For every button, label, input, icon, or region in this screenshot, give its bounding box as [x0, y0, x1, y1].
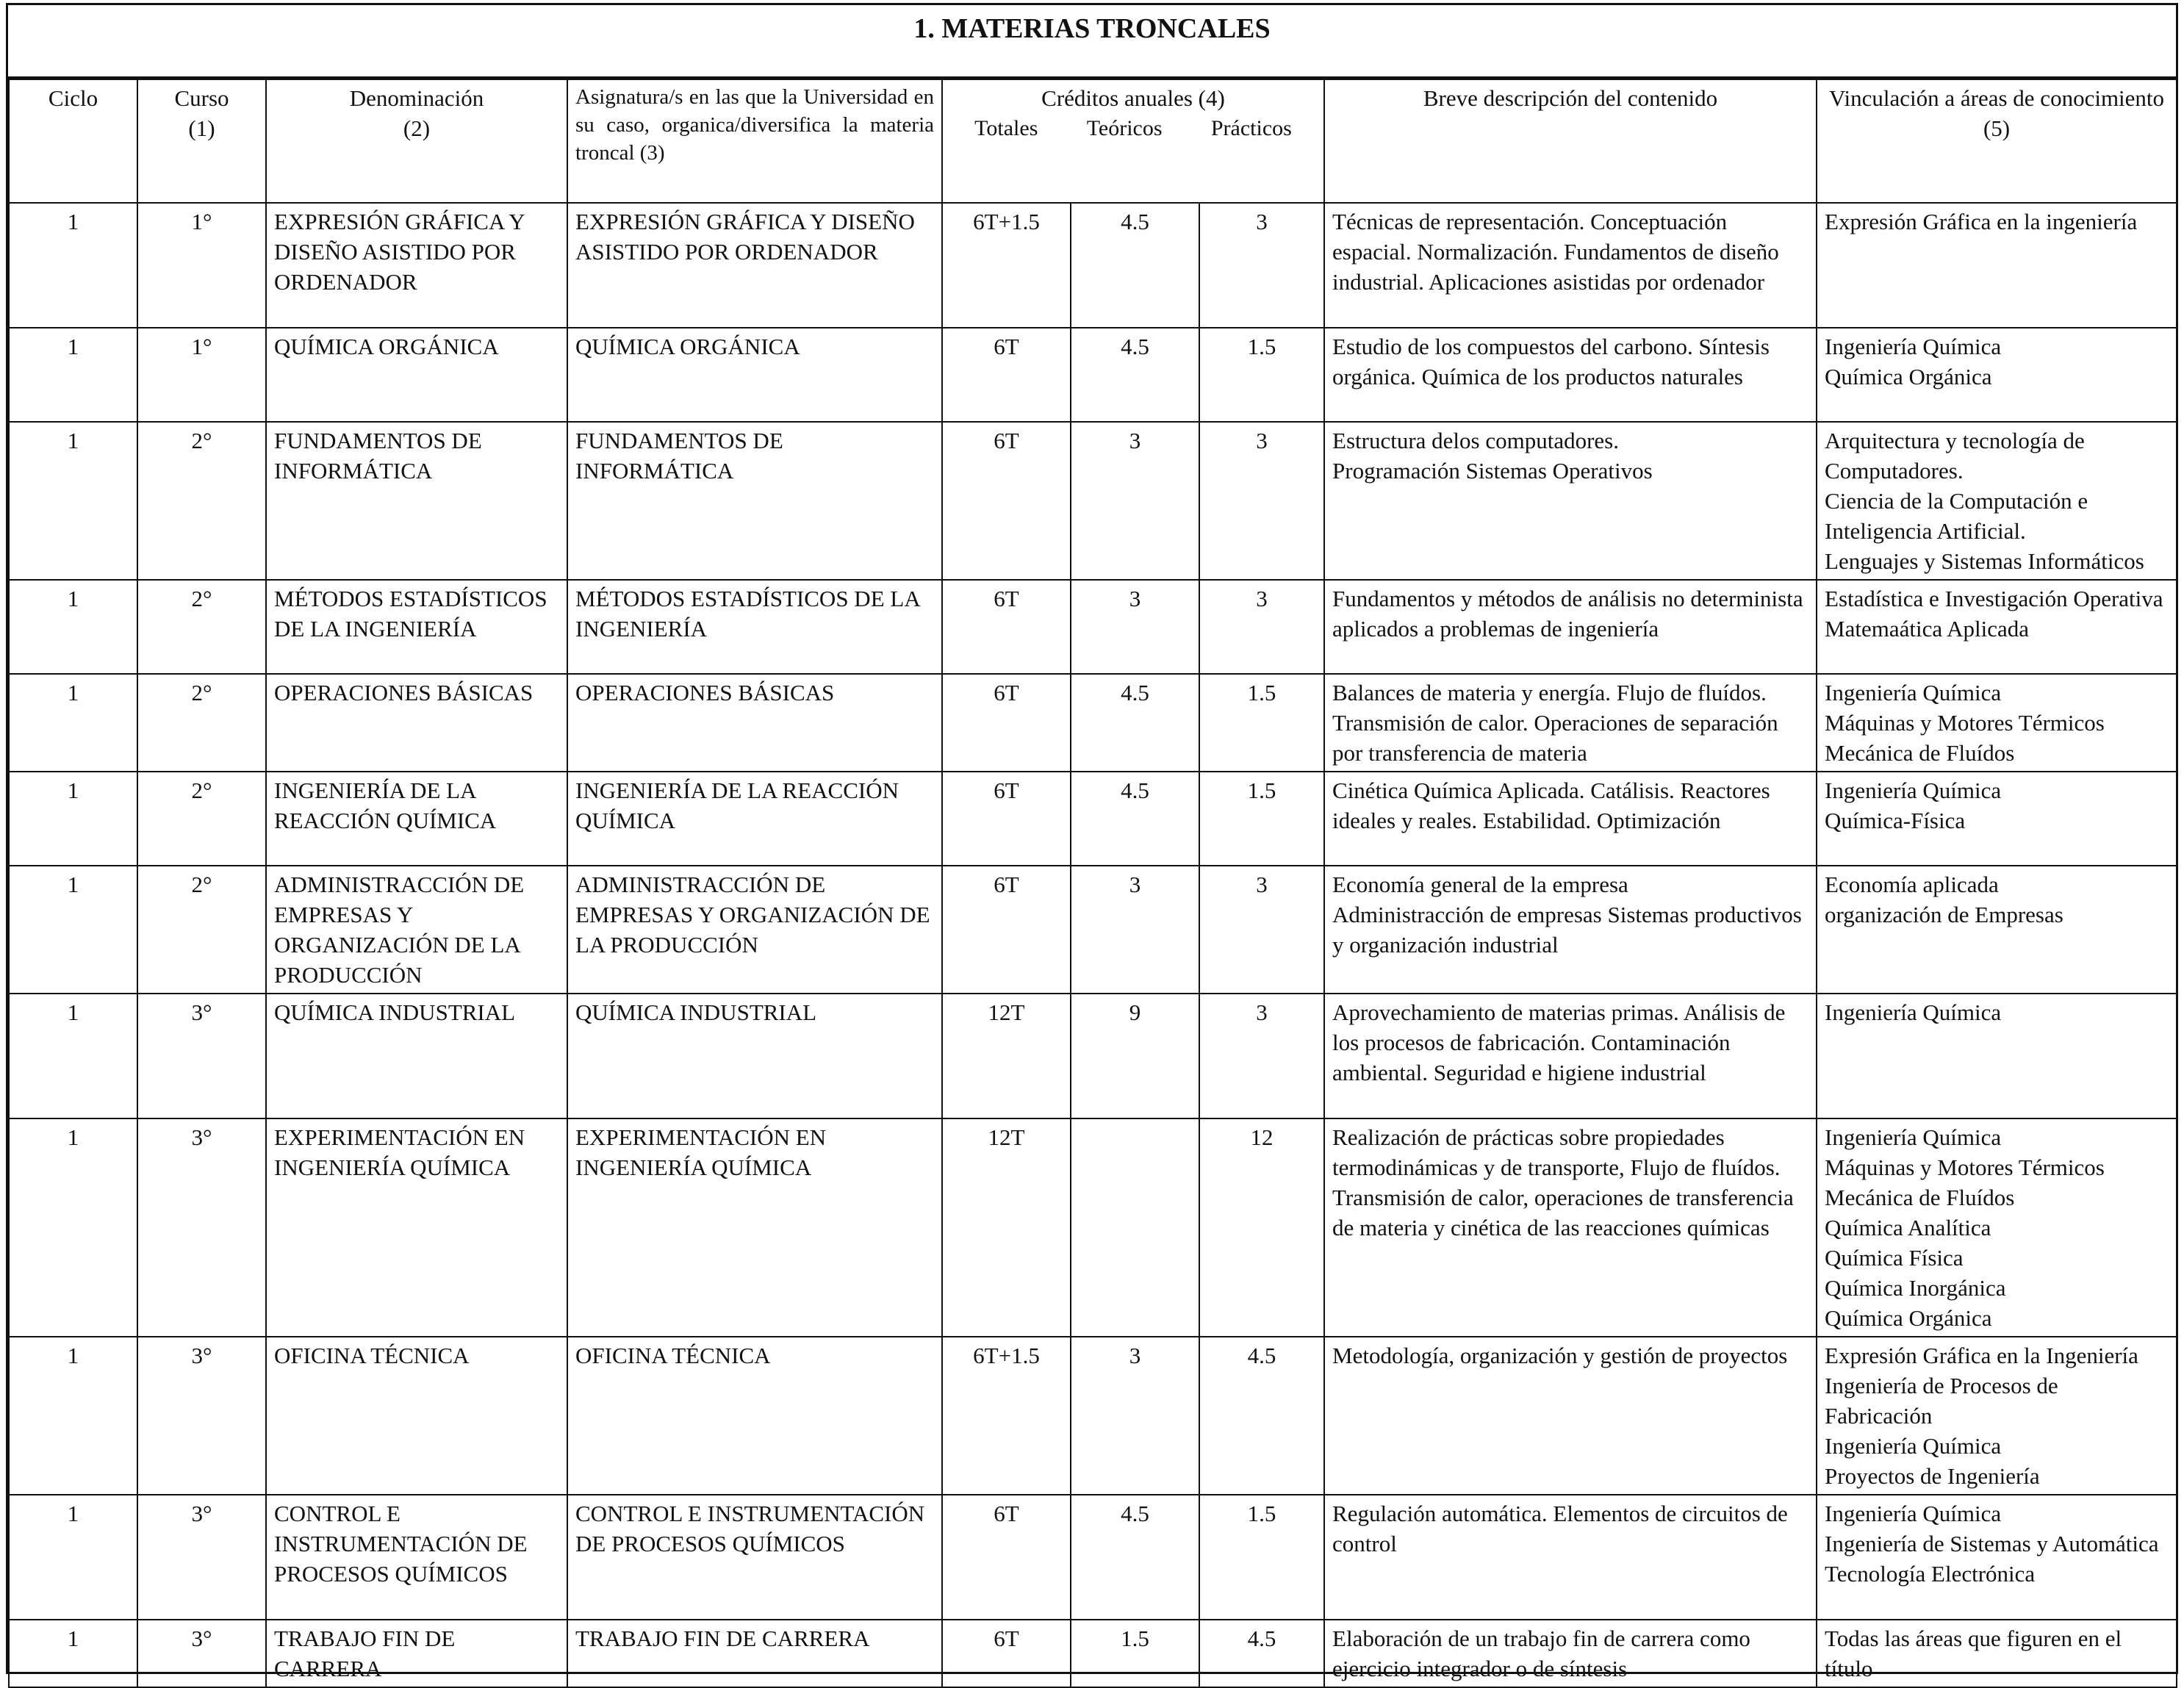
creditos-label: Créditos anuales (4) — [1041, 85, 1225, 111]
cell-curso: 1° — [137, 328, 266, 422]
cell-ciclo: 1 — [9, 772, 137, 866]
cell-areas: Expresión Gráfica en la ingeniería — [1817, 203, 2177, 328]
table-row — [9, 580, 2177, 674]
cell-practicos: 3 — [1199, 580, 1324, 674]
cell-asignatura: OPERACIONES BÁSICAS — [567, 674, 942, 772]
cell-curso: 2° — [137, 674, 266, 772]
cell-asignatura: ADMINISTRACCIÓN DE EMPRESAS Y ORGANIZACIÓN DE LA PRODUCCIÓN — [567, 866, 942, 994]
cell-descripcion: Estudio de los compuestos del carbono. Síntesis orgánica. Química de los productos naturales — [1324, 328, 1817, 422]
cell-denominacion: QUÍMICA INDUSTRIAL — [266, 994, 567, 1118]
table-row — [9, 1620, 2177, 1687]
cell-ciclo: 1 — [9, 1337, 137, 1495]
cell-practicos: 3 — [1199, 994, 1324, 1118]
cell-denominacion: EXPERIMENTACIÓN EN INGENIERÍA QUÍMICA — [266, 1118, 567, 1337]
col-header-curso: Curso (1) — [137, 79, 266, 203]
cell-descripcion: Elaboración de un trabajo fin de carrera como ejercicio integrador o de síntesis — [1324, 1620, 1817, 1687]
table-row — [9, 203, 2177, 328]
cell-descripcion: Fundamentos y métodos de análisis no determinista aplicados a problemas de ingeniería — [1324, 580, 1817, 674]
cell-ciclo: 1 — [9, 1620, 137, 1687]
cell-teoricos: 1.5 — [1071, 1620, 1199, 1687]
cell-ciclo: 1 — [9, 328, 137, 422]
cell-asignatura: CONTROL E INSTRUMENTACIÓN DE PROCESOS QUÍMICOS — [567, 1495, 942, 1620]
cell-practicos: 1.5 — [1199, 772, 1324, 866]
cell-totales: 12T — [942, 1118, 1071, 1337]
table-row — [9, 328, 2177, 422]
cell-asignatura: MÉTODOS ESTADÍSTICOS DE LA INGENIERÍA — [567, 580, 942, 674]
table-row — [9, 1337, 2177, 1495]
cell-asignatura: INGENIERÍA DE LA REACCIÓN QUÍMICA — [567, 772, 942, 866]
cell-ciclo: 1 — [9, 674, 137, 772]
cell-ciclo: 1 — [9, 994, 137, 1118]
cell-totales: 6T+1.5 — [942, 1337, 1071, 1495]
cell-ciclo: 1 — [9, 1495, 137, 1620]
cell-asignatura: FUNDAMENTOS DE INFORMÁTICA — [567, 422, 942, 580]
cell-areas: Ingeniería Química — [1817, 994, 2177, 1118]
cell-areas: Ingeniería Química Ingeniería de Sistemas y Automática Tecnología Electrónica — [1817, 1495, 2177, 1620]
cell-descripcion: Cinética Química Aplicada. Catálisis. Reactores ideales y reales. Estabilidad. Optimización — [1324, 772, 1817, 866]
cell-denominacion: CONTROL E INSTRUMENTACIÓN DE PROCESOS QUÍMICOS — [266, 1495, 567, 1620]
cell-areas: Todas las áreas que figuren en el título — [1817, 1620, 2177, 1687]
cell-ciclo: 1 — [9, 580, 137, 674]
cell-teoricos: 4.5 — [1071, 328, 1199, 422]
cell-practicos: 3 — [1199, 422, 1324, 580]
cell-curso: 3° — [137, 1620, 266, 1687]
cell-asignatura: EXPRESIÓN GRÁFICA Y DISEÑO ASISTIDO POR ORDENADOR — [567, 203, 942, 328]
col-header-teoricos: Teóricos — [1086, 116, 1163, 140]
cell-totales: 6T — [942, 1620, 1071, 1687]
cell-asignatura: EXPERIMENTACIÓN EN INGENIERÍA QUÍMICA — [567, 1118, 942, 1337]
col-header-ciclo: Ciclo — [9, 79, 137, 203]
cell-teoricos — [1071, 1118, 1199, 1337]
cell-teoricos: 3 — [1071, 422, 1199, 580]
cell-practicos: 1.5 — [1199, 674, 1324, 772]
cell-descripcion: Metodología, organización y gestión de proyectos — [1324, 1337, 1817, 1495]
col-header-asignatura: Asignatura/s en las que la Universidad en su caso, organica/diversifica la materia troncal (3) — [567, 79, 942, 203]
cell-practicos: 4.5 — [1199, 1620, 1324, 1687]
col-header-totales: Totales — [974, 116, 1038, 140]
cell-curso: 2° — [137, 580, 266, 674]
cell-teoricos: 3 — [1071, 580, 1199, 674]
cell-teoricos: 9 — [1071, 994, 1199, 1118]
col-header-vinculacion: Vinculación a áreas de conocimiento (5) — [1817, 79, 2177, 203]
cell-descripcion: Realización de prácticas sobre propiedades termodinámicas y de transporte, Flujo de fluídos. Transmisión de calor, operaciones de transferencia de materia y cinética de las reacciones químicas — [1324, 1118, 1817, 1337]
cell-teoricos: 4.5 — [1071, 203, 1199, 328]
cell-denominacion: OPERACIONES BÁSICAS — [266, 674, 567, 772]
cell-totales: 12T — [942, 994, 1071, 1118]
cell-practicos: 1.5 — [1199, 1495, 1324, 1620]
cell-practicos: 3 — [1199, 866, 1324, 994]
cell-asignatura: OFICINA TÉCNICA — [567, 1337, 942, 1495]
cell-denominacion: MÉTODOS ESTADÍSTICOS DE LA INGENIERÍA — [266, 580, 567, 674]
cell-areas: Ingeniería Química Química-Física — [1817, 772, 2177, 866]
cell-curso: 2° — [137, 772, 266, 866]
cell-asignatura: TRABAJO FIN DE CARRERA — [567, 1620, 942, 1687]
col-header-practicos: Prácticos — [1210, 116, 1292, 140]
cell-practicos: 12 — [1199, 1118, 1324, 1337]
cell-denominacion: ADMINISTRACCIÓN DE EMPRESAS Y ORGANIZACIÓN DE LA PRODUCCIÓN — [266, 866, 567, 994]
cell-denominacion: TRABAJO FIN DE CARRERA — [266, 1620, 567, 1687]
cell-teoricos: 4.5 — [1071, 772, 1199, 866]
cell-ciclo: 1 — [9, 866, 137, 994]
cell-descripcion: Técnicas de representación. Conceptuación espacial. Normalización. Fundamentos de diseño industrial. Aplicaciones asistidas por ordenador — [1324, 203, 1817, 328]
table-row — [9, 1118, 2177, 1337]
cell-curso: 3° — [137, 1118, 266, 1337]
col-header-creditos — [942, 79, 1324, 203]
table-row — [9, 866, 2177, 994]
cell-descripcion: Balances de materia y energía. Flujo de fluídos. Transmisión de calor. Operaciones de separación por transferencia de materia — [1324, 674, 1817, 772]
cell-practicos: 1.5 — [1199, 328, 1324, 422]
document-page — [6, 3, 2178, 1681]
cell-denominacion: QUÍMICA ORGÁNICA — [266, 328, 567, 422]
cell-curso: 1° — [137, 203, 266, 328]
header-row — [9, 79, 2177, 203]
cell-curso: 3° — [137, 994, 266, 1118]
cell-curso: 3° — [137, 1337, 266, 1495]
cell-ciclo: 1 — [9, 422, 137, 580]
cell-areas: Arquitectura y tecnología de Computadores. Ciencia de la Computación e Inteligencia Artificial. Lenguajes y Sistemas Informáticos — [1817, 422, 2177, 580]
cell-teoricos: 3 — [1071, 866, 1199, 994]
cell-denominacion: INGENIERÍA DE LA REACCIÓN QUÍMICA — [266, 772, 567, 866]
cell-practicos: 3 — [1199, 203, 1324, 328]
cell-practicos: 4.5 — [1199, 1337, 1324, 1495]
col-header-descripcion: Breve descripción del contenido — [1324, 79, 1817, 203]
cell-areas: Economía aplicada organización de Empresas — [1817, 866, 2177, 994]
cell-descripcion: Regulación automática. Elementos de circuitos de control — [1324, 1495, 1817, 1620]
cell-areas: Expresión Gráfica en la Ingeniería Ingeniería de Procesos de Fabricación Ingeniería Química Proyectos de Ingeniería — [1817, 1337, 2177, 1495]
cell-curso: 3° — [137, 1495, 266, 1620]
cell-totales: 6T+1.5 — [942, 203, 1071, 328]
cell-areas: Estadística e Investigación Operativa Matemaática Aplicada — [1817, 580, 2177, 674]
cell-ciclo: 1 — [9, 203, 137, 328]
cell-denominacion: OFICINA TÉCNICA — [266, 1337, 567, 1495]
cell-curso: 2° — [137, 422, 266, 580]
col-header-denominacion: Denominación (2) — [266, 79, 567, 203]
cell-denominacion: EXPRESIÓN GRÁFICA Y DISEÑO ASISTIDO POR ORDENADOR — [266, 203, 567, 328]
cell-areas: Ingeniería Química Química Orgánica — [1817, 328, 2177, 422]
cell-totales: 6T — [942, 422, 1071, 580]
cell-totales: 6T — [942, 580, 1071, 674]
table-row — [9, 772, 2177, 866]
cell-curso: 2° — [137, 866, 266, 994]
cell-totales: 6T — [942, 674, 1071, 772]
cell-descripcion: Economía general de la empresa Administracción de empresas Sistemas productivos y organización industrial — [1324, 866, 1817, 994]
cell-asignatura: QUÍMICA ORGÁNICA — [567, 328, 942, 422]
cell-asignatura: QUÍMICA INDUSTRIAL — [567, 994, 942, 1118]
page-title: 1. MATERIAS TRONCALES — [8, 5, 2176, 79]
table-row — [9, 1495, 2177, 1620]
cell-teoricos: 4.5 — [1071, 674, 1199, 772]
cell-teoricos: 4.5 — [1071, 1495, 1199, 1620]
table-row — [9, 422, 2177, 580]
cell-denominacion: FUNDAMENTOS DE INFORMÁTICA — [266, 422, 567, 580]
cell-ciclo: 1 — [9, 1118, 137, 1337]
cell-totales: 6T — [942, 1495, 1071, 1620]
table-row — [9, 674, 2177, 772]
cell-totales: 6T — [942, 772, 1071, 866]
cell-areas: Ingeniería Química Máquinas y Motores Térmicos Mecánica de Fluídos — [1817, 674, 2177, 772]
table-row — [9, 994, 2177, 1118]
cell-descripcion: Estructura delos computadores. Programación Sistemas Operativos — [1324, 422, 1817, 580]
cell-totales: 6T — [942, 328, 1071, 422]
cell-areas: Ingeniería Química Máquinas y Motores Térmicos Mecánica de Fluídos Química Analítica Química Física Química Inorgánica Química Orgánica — [1817, 1118, 2177, 1337]
cell-descripcion: Aprovechamiento de materias primas. Análisis de los procesos de fabricación. Contaminación ambiental. Seguridad e higiene industrial — [1324, 994, 1817, 1118]
materias-table — [8, 79, 2177, 1688]
cell-teoricos: 3 — [1071, 1337, 1199, 1495]
cell-totales: 6T — [942, 866, 1071, 994]
